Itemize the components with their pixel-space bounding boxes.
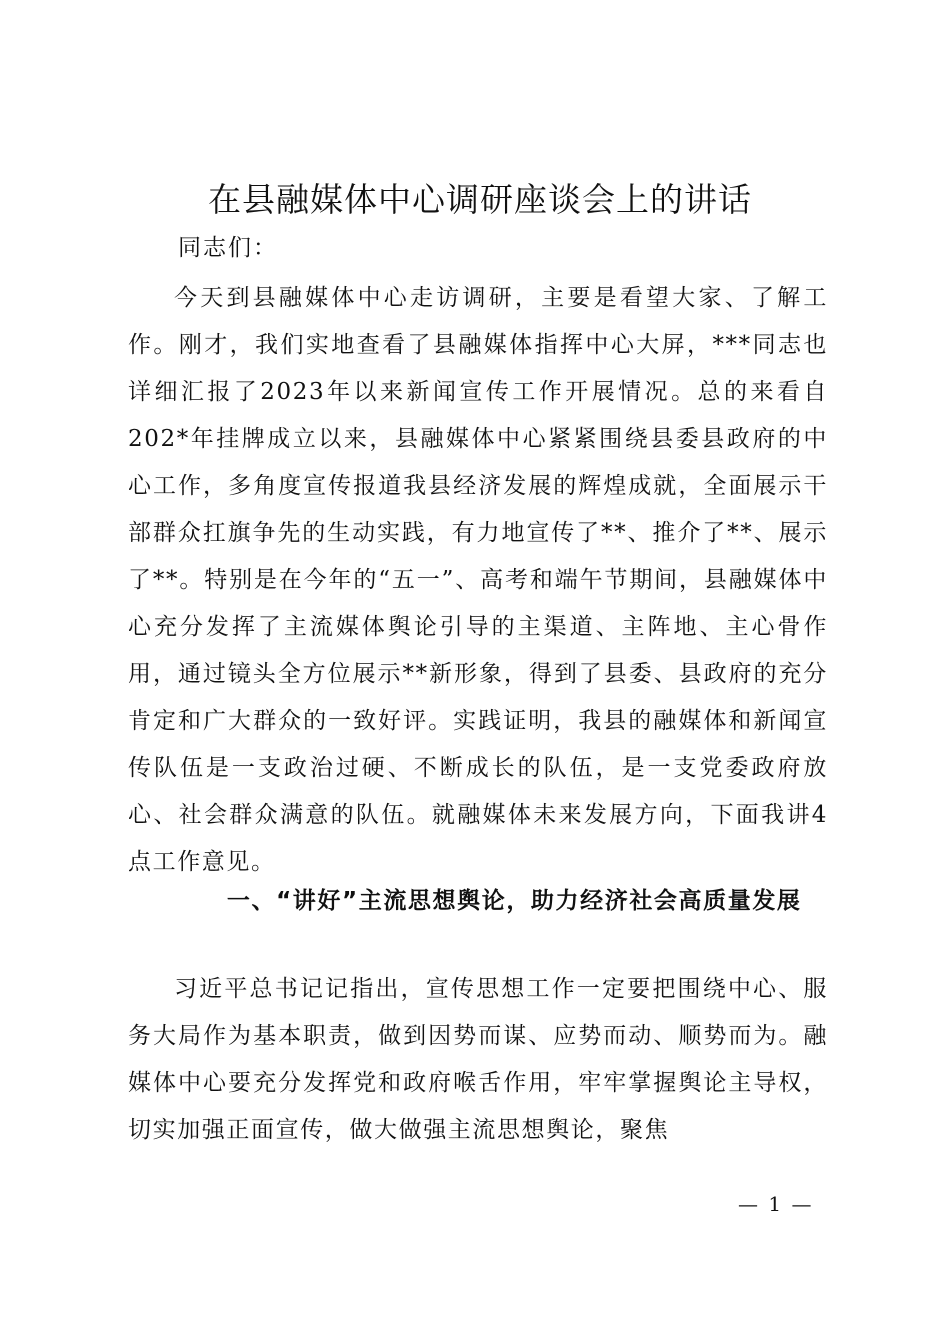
document-title: 在县融媒体中心调研座谈会上的讲话 xyxy=(208,180,752,219)
salutation: 同志们： xyxy=(178,235,278,261)
paragraph-intro: 今天到县融媒体中心走访调研，主要是看望大家、了解工作。刚才，我们实地查看了县融媒体指挥中心大屏，***同志也详细汇报了2023年以来新闻宣传工作开展情况。总的来看自202*年挂牌成立以来，县融媒体中心紧紧围绕县委县政府的中心工作，多角度宣传报道我县经济发展的辉煌成就，全面展示干部群众扛旗争先的生动实践，有力地宣传了**、推介了**、展示了**。特别是在今年的“五一”、高考和端午节期间，县融媒体中心充分发挥了主流媒体舆论引导的主渠道、主阵地、主心骨作用，通过镜头全方位展示**新形象，得到了县委、县政府的充分肯定和广大群众的一致好评。实践证明，我县的融媒体和新闻宣传队伍是一支政治过硬、不断成长的队伍，是一支党委政府放心、社会群众满意的队伍。就融媒体未来发展方向，下面我讲4点工作意见。 xyxy=(128,285,828,875)
page-number: — 1 — xyxy=(738,1192,814,1216)
paragraph-section-1: 习近平总书记记指出，宣传思想工作一定要把围绕中心、服务大局作为基本职责，做到因势而谋、应势而动、顺势而为。融媒体中心要充分发挥党和政府喉舌作用，牢牢掌握舆论主导权，切实加强正面宣传，做大做强主流思想舆论，聚焦 xyxy=(128,976,828,1143)
section-heading-1: 一、“讲好”主流思想舆论，助力经济社会高质量发展 xyxy=(226,888,802,914)
